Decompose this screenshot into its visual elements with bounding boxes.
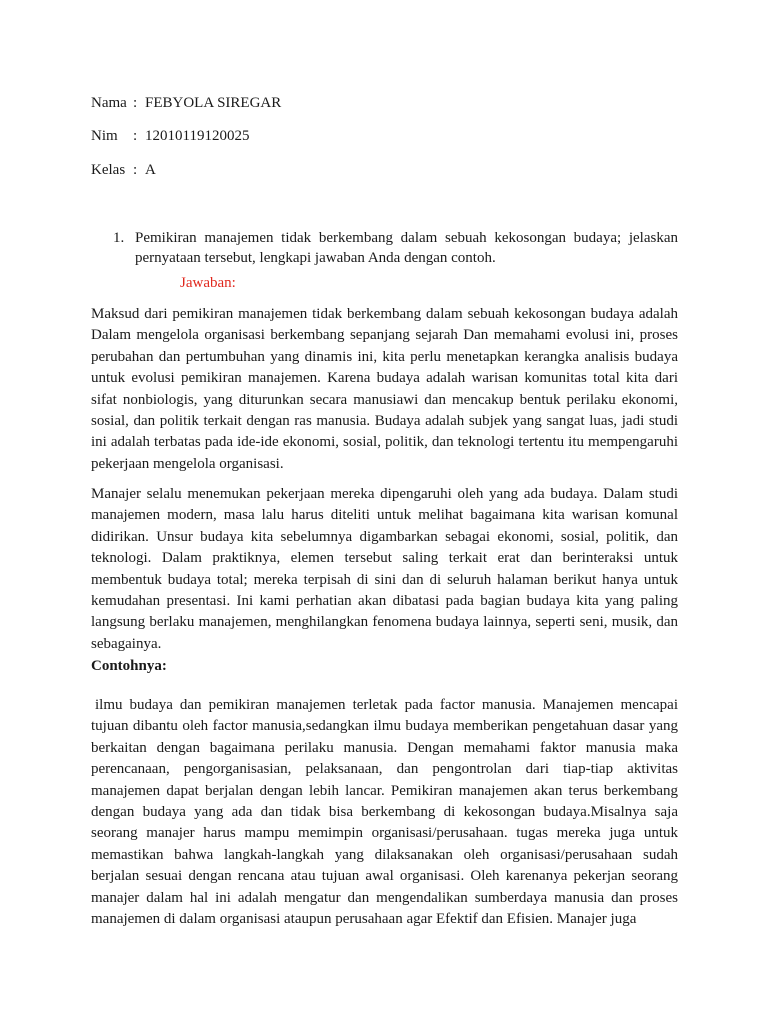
answer-paragraph-2: Manajer selalu menemukan pekerjaan mereka dipengaruhi oleh yang ada budaya. Dalam studi manajemen modern, masa lalu harus diteliti untuk melihat bagaimana kita warisan komunal didirikan. Unsur budaya kita sebelumnya digambarkan sebagai ekonomi, sosial, politik, dan teknologi. Dalam praktiknya, elemen tersebut saling terkait erat dan berinteraksi untuk membentuk budaya total; mereka terpisah di sini dan di seluruh halaman berikut hanya untuk kemudahan presentasi. Ini kami perhatian akan dibatasi pada bagian budaya kita yang paling langsung berlaku manajemen, menghilangkan fenomena budaya lainnya, seperti seni, musik, dan sebagainya.: [91, 486, 678, 652]
answer-label: Jawaban:: [180, 275, 236, 291]
class-separator: :: [133, 162, 138, 178]
example-heading: Contohnya:: [91, 658, 167, 674]
class-value: A: [145, 162, 156, 178]
name-field: [91, 94, 281, 112]
question-item: [113, 229, 678, 268]
name-separator: :: [133, 95, 138, 111]
class-label: Kelas: [91, 162, 126, 178]
nim-field: [91, 127, 249, 145]
nim-label: Nim: [91, 128, 118, 144]
question-text: Pemikiran manajemen tidak berkembang dalam sebuah kekosongan budaya; jelaskan pernyataan tersebut, lengkapi jawaban Anda dengan contoh.: [135, 230, 678, 266]
question-number: 1.: [113, 230, 125, 246]
nim-separator: :: [133, 128, 138, 144]
nim-value: 12010119120025: [145, 128, 250, 144]
name-value: FEBYOLA SIREGAR: [145, 95, 282, 111]
class-field: [91, 161, 156, 179]
name-label: Nama: [91, 95, 127, 111]
answer-paragraph-1: Maksud dari pemikiran manajemen tidak berkembang dalam sebuah kekosongan budaya adalah Dalam mengelola organisasi berkembang sepanjang sejarah Dan memahami evolusi ini, proses perubahan dan pertumbuhan yang dinamis ini, kita perlu menetapkan kerangka analisis budaya untuk evolusi pemikiran manajemen. Karena budaya adalah warisan komunitas total kita dari sifat nonbiologis, yang diturunkan secara manusiawi dan mencakup bentuk perilaku ekonomi, sosial, dan politik terkait dengan ras manusia. Budaya adalah subjek yang sangat luas, jadi studi ini adalah terbatas pada ide-ide ekonomi, sosial, politik, dan teknologi tertentu itu mempengaruhi pekerjaan mengelola organisasi.: [91, 306, 678, 472]
example-paragraph: ilmu budaya dan pemikiran manajemen terletak pada factor manusia. Manajemen mencapai tujuan dibantu oleh factor manusia,sedangkan ilmu budaya memberikan pengetahuan dasar yang berkaitan dengan bagaimana perilaku manusia. Dengan memahami faktor manusia maka perencanaan, pengorganisasian, pelaksanaan, dan pengontrolan dari tiap-tiap aktivitas manajemen dapat berjalan dengan lebih lancar. Pemikiran manajemen akan terus berkembang dengan budaya yang ada dan tidak bisa berkembang di kekosongan budaya.Misalnya saja seorang manajer harus mampu memimpin organisasi/perusahaan. tugas mereka juga untuk memastikan bahwa langkah-langkah yang dilaksanakan oleh organisasi/perusahaan sudah berjalan sesuai dengan rencana atau tujuan awal organisasi. Oleh karenanya pekerjan seorang manajer dalam hal ini adalah mengatur dan mengendalikan sumberdaya manusia dan proses manajemen di dalam organisasi ataupun perusahaan agar Efektif dan Efisien. Manajer juga: [91, 697, 678, 928]
